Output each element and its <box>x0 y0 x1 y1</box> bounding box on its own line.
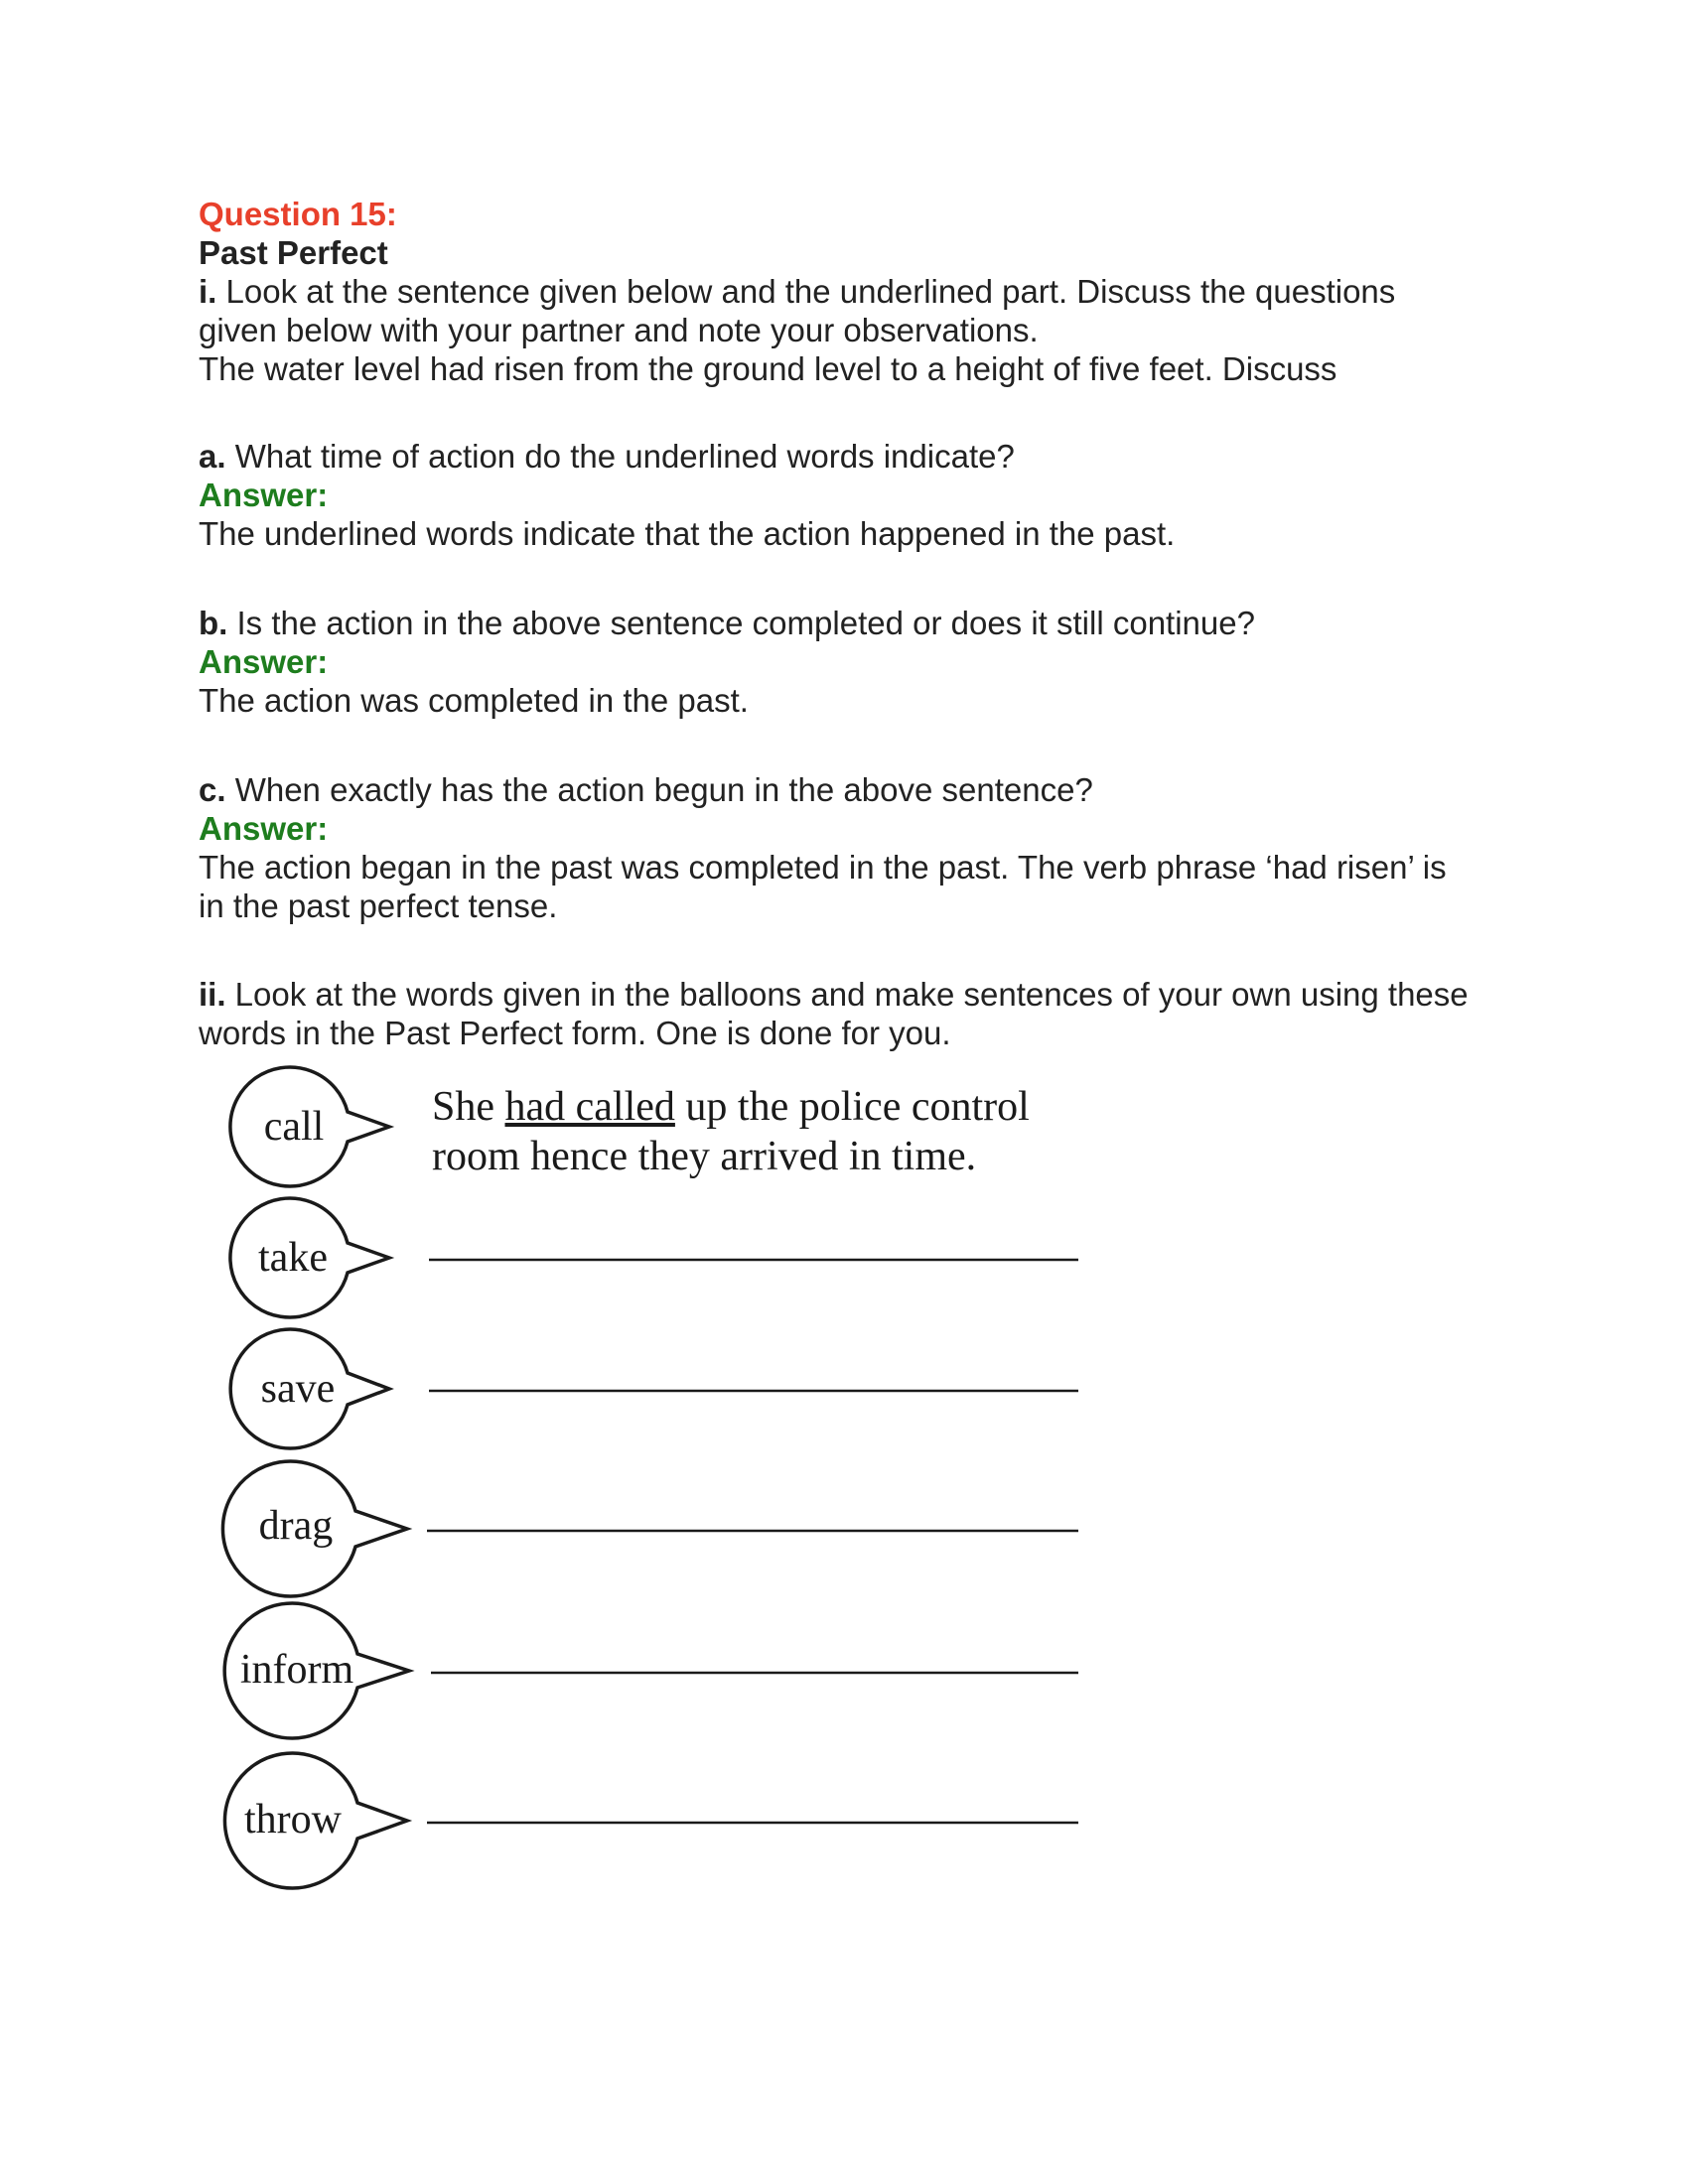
question-text: When exactly has the action begun in the above sentence? <box>225 771 1093 808</box>
example-sentence <box>432 1082 1127 1181</box>
answer-label: Answer: <box>199 477 329 513</box>
question-line <box>199 770 1489 809</box>
part2-line1 <box>199 975 1489 1014</box>
answer-text: The underlined words indicate that the action happened in the past. <box>199 515 1176 552</box>
example-line2: room hence they arrived in time. <box>432 1134 977 1179</box>
part1-instruction-line2: given below with your partner and note your observations. <box>199 312 1039 348</box>
question-title: Question 15: <box>199 196 397 232</box>
question-label: a. <box>199 438 226 475</box>
question-line <box>199 437 1489 476</box>
question-line <box>199 604 1489 642</box>
balloon-word-throw: throw <box>244 1797 342 1843</box>
part2-instruction <box>199 975 1489 1052</box>
topic-heading: Past Perfect <box>199 234 388 271</box>
balloon-word-drag: drag <box>258 1503 334 1549</box>
part1-text: Look at the sentence given below and the underlined part. Discuss the questions <box>216 273 1396 310</box>
balloon-word-save: save <box>260 1366 336 1412</box>
answer-text: The action was completed in the past. <box>199 682 749 719</box>
answer-label: Answer: <box>199 643 329 680</box>
qa-item-c <box>199 770 1489 925</box>
question-label: c. <box>199 771 226 808</box>
example-after: up the police control <box>674 1084 1030 1130</box>
balloon-exercise <box>218 1062 1112 1926</box>
part1-label: i. <box>199 273 217 310</box>
example-before: She <box>432 1084 505 1130</box>
example-underlined: had called <box>504 1084 675 1130</box>
part1-instruction-line1 <box>199 272 1489 311</box>
question-text: Is the action in the above sentence completed or does it still continue? <box>227 605 1255 641</box>
part2-line2: words in the Past Perfect form. One is done for you. <box>199 1015 951 1051</box>
example-line1 <box>432 1082 1127 1132</box>
question-label: b. <box>199 605 228 641</box>
answer-label: Answer: <box>199 810 329 847</box>
answer-text: The action began in the past was completed in the past. The verb phrase ‘had risen’ is <box>199 849 1447 886</box>
part2-text: Look at the words given in the balloons and make sentences of your own using these <box>225 976 1469 1013</box>
answer-text-continued: in the past perfect tense. <box>199 887 558 924</box>
question-text: What time of action do the underlined words indicate? <box>225 438 1015 475</box>
question-header <box>199 195 1489 388</box>
part2-label: ii. <box>199 976 226 1013</box>
balloon-word-inform: inform <box>239 1647 354 1693</box>
balloon-word-take: take <box>258 1235 328 1281</box>
part1-sentence: The water level had risen from the ground level to a height of five feet. Discuss <box>199 350 1337 387</box>
balloon-word-call: call <box>263 1104 325 1150</box>
qa-item-b <box>199 604 1489 720</box>
qa-item-a <box>199 437 1489 553</box>
